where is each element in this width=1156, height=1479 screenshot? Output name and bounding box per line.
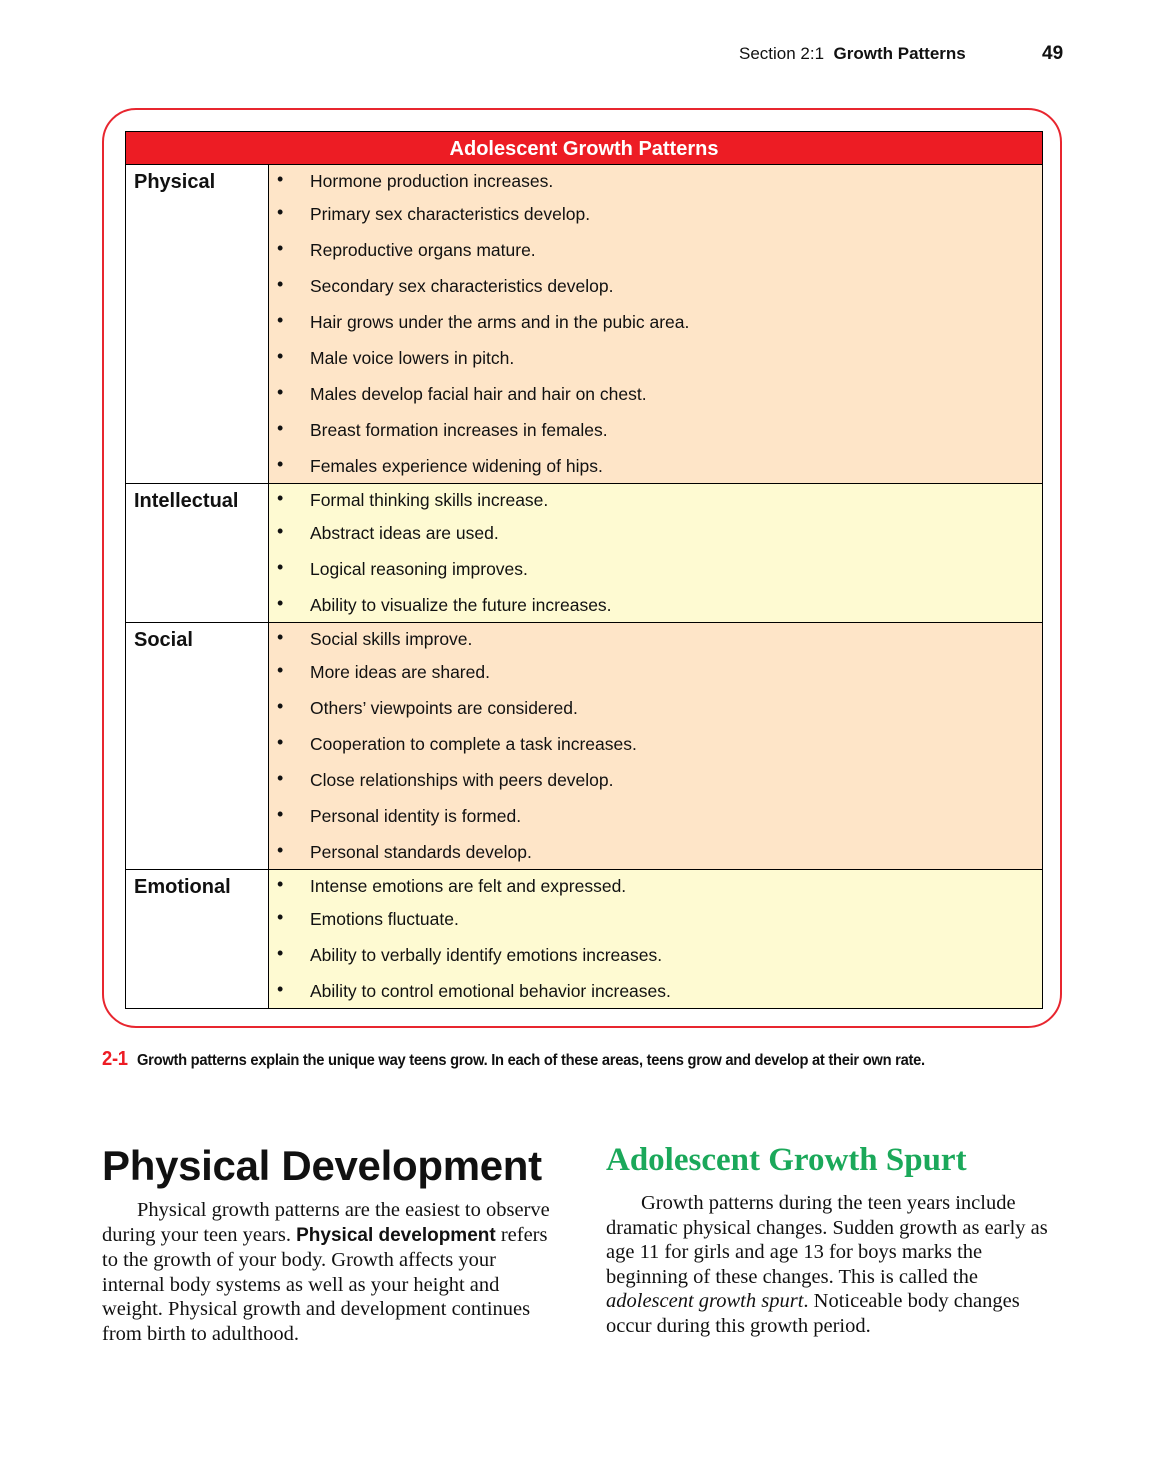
bullet-icon: • xyxy=(277,979,284,999)
list-item: • Personal identity is formed. xyxy=(269,799,1042,835)
list-item: • Emotions fluctuate. xyxy=(269,902,1042,938)
category-label: Social xyxy=(126,623,269,869)
bullet-icon: • xyxy=(277,660,284,680)
key-term: Physical development xyxy=(296,1224,496,1246)
list-item: • Secondary sex characteristics develop. xyxy=(269,269,1042,305)
table-row-emotional xyxy=(126,870,1042,1008)
list-item: • Formal thinking skills increase. xyxy=(269,484,1042,516)
bullet-icon: • xyxy=(277,943,284,963)
bullet-icon: • xyxy=(277,840,284,860)
bullet-icon: • xyxy=(277,274,284,294)
list-item: • Ability to visualize the future increases. xyxy=(269,588,1042,622)
section-heading-growth-spurt: Adolescent Growth Spurt xyxy=(606,1142,967,1178)
list-item: • Males develop facial hair and hair on chest. xyxy=(269,377,1042,413)
bullet-icon: • xyxy=(277,804,284,824)
paragraph-physical-development: Physical growth patterns are the easiest to observe during your teen years. Physical development refers to the growth of your body. Growth affects your internal body systems as well as your height and weight. Physical growth and development continues from birth to adulthood. xyxy=(102,1199,550,1345)
list-item: • Females experience widening of hips. xyxy=(269,449,1042,483)
bullet-icon: • xyxy=(277,346,284,366)
key-term: adolescent growth spurt xyxy=(606,1290,804,1313)
bullet-icon: • xyxy=(277,169,284,189)
bullet-icon: • xyxy=(277,310,284,330)
list-item: • Cooperation to complete a task increases. xyxy=(269,727,1042,763)
list-item: • Abstract ideas are used. xyxy=(269,516,1042,552)
bullet-icon: • xyxy=(277,593,284,613)
growth-patterns-table xyxy=(125,131,1043,1009)
figure-caption xyxy=(102,1048,925,1071)
list-item: • Ability to verbally identify emotions increases. xyxy=(269,938,1042,974)
table-row-social xyxy=(126,623,1042,870)
caption-text: Growth patterns explain the unique way teens grow. In each of these areas, teens grow and develop at their own rate. xyxy=(136,1052,925,1069)
list-item: • Others’ viewpoints are considered. xyxy=(269,691,1042,727)
bullet-icon: • xyxy=(277,732,284,752)
bullet-icon: • xyxy=(277,488,284,508)
bullet-icon: • xyxy=(277,521,284,541)
bullet-icon: • xyxy=(277,874,284,894)
list-item: • Close relationships with peers develop. xyxy=(269,763,1042,799)
section-title: Growth Patterns xyxy=(833,44,966,63)
paragraph-growth-spurt: Growth patterns during the teen years include dramatic physical changes. Sudden growth as early as age 11 for girls and age 13 for boys marks the beginning of these changes. This is called the adolescent growth spurt. Noticeable body changes occur during this growth period. xyxy=(606,1192,1048,1337)
list-item: • Social skills improve. xyxy=(269,623,1042,655)
bullet-icon: • xyxy=(277,696,284,716)
list-item: • Intense emotions are felt and expressed. xyxy=(269,870,1042,902)
bullet-icon: • xyxy=(277,382,284,402)
category-label: Physical xyxy=(126,165,269,483)
section-label: Section 2:1 Growth Patterns xyxy=(739,44,966,63)
category-label: Intellectual xyxy=(126,484,269,622)
list-item: • Personal standards develop. xyxy=(269,835,1042,869)
bullet-icon: • xyxy=(277,238,284,258)
table-row-intellectual xyxy=(126,484,1042,623)
list-item: • Logical reasoning improves. xyxy=(269,552,1042,588)
bullet-icon: • xyxy=(277,907,284,927)
item-list xyxy=(269,870,1042,1008)
bullet-icon: • xyxy=(277,627,284,647)
bullet-icon: • xyxy=(277,768,284,788)
list-item: • Male voice lowers in pitch. xyxy=(269,341,1042,377)
item-list xyxy=(269,623,1042,869)
page-number: 49 xyxy=(1042,43,1064,64)
bullet-icon: • xyxy=(277,557,284,577)
table-title: Adolescent Growth Patterns xyxy=(126,132,1042,165)
list-item: • Reproductive organs mature. xyxy=(269,233,1042,269)
list-item: • Hair grows under the arms and in the pubic area. xyxy=(269,305,1042,341)
bullet-icon: • xyxy=(277,418,284,438)
list-item: • Primary sex characteristics develop. xyxy=(269,197,1042,233)
section-heading-physical-development: Physical Development xyxy=(102,1142,542,1189)
table-row-physical xyxy=(126,165,1042,484)
list-item: • Ability to control emotional behavior increases. xyxy=(269,974,1042,1008)
list-item: • More ideas are shared. xyxy=(269,655,1042,691)
bullet-icon: • xyxy=(277,202,284,222)
list-item: • Breast formation increases in females. xyxy=(269,413,1042,449)
running-header xyxy=(0,44,1156,68)
bullet-icon: • xyxy=(277,454,284,474)
list-item: • Hormone production increases. xyxy=(269,165,1042,197)
item-list xyxy=(269,484,1042,622)
category-label: Emotional xyxy=(126,870,269,1008)
figure-number: 2-1 xyxy=(102,1048,128,1070)
item-list xyxy=(269,165,1042,483)
